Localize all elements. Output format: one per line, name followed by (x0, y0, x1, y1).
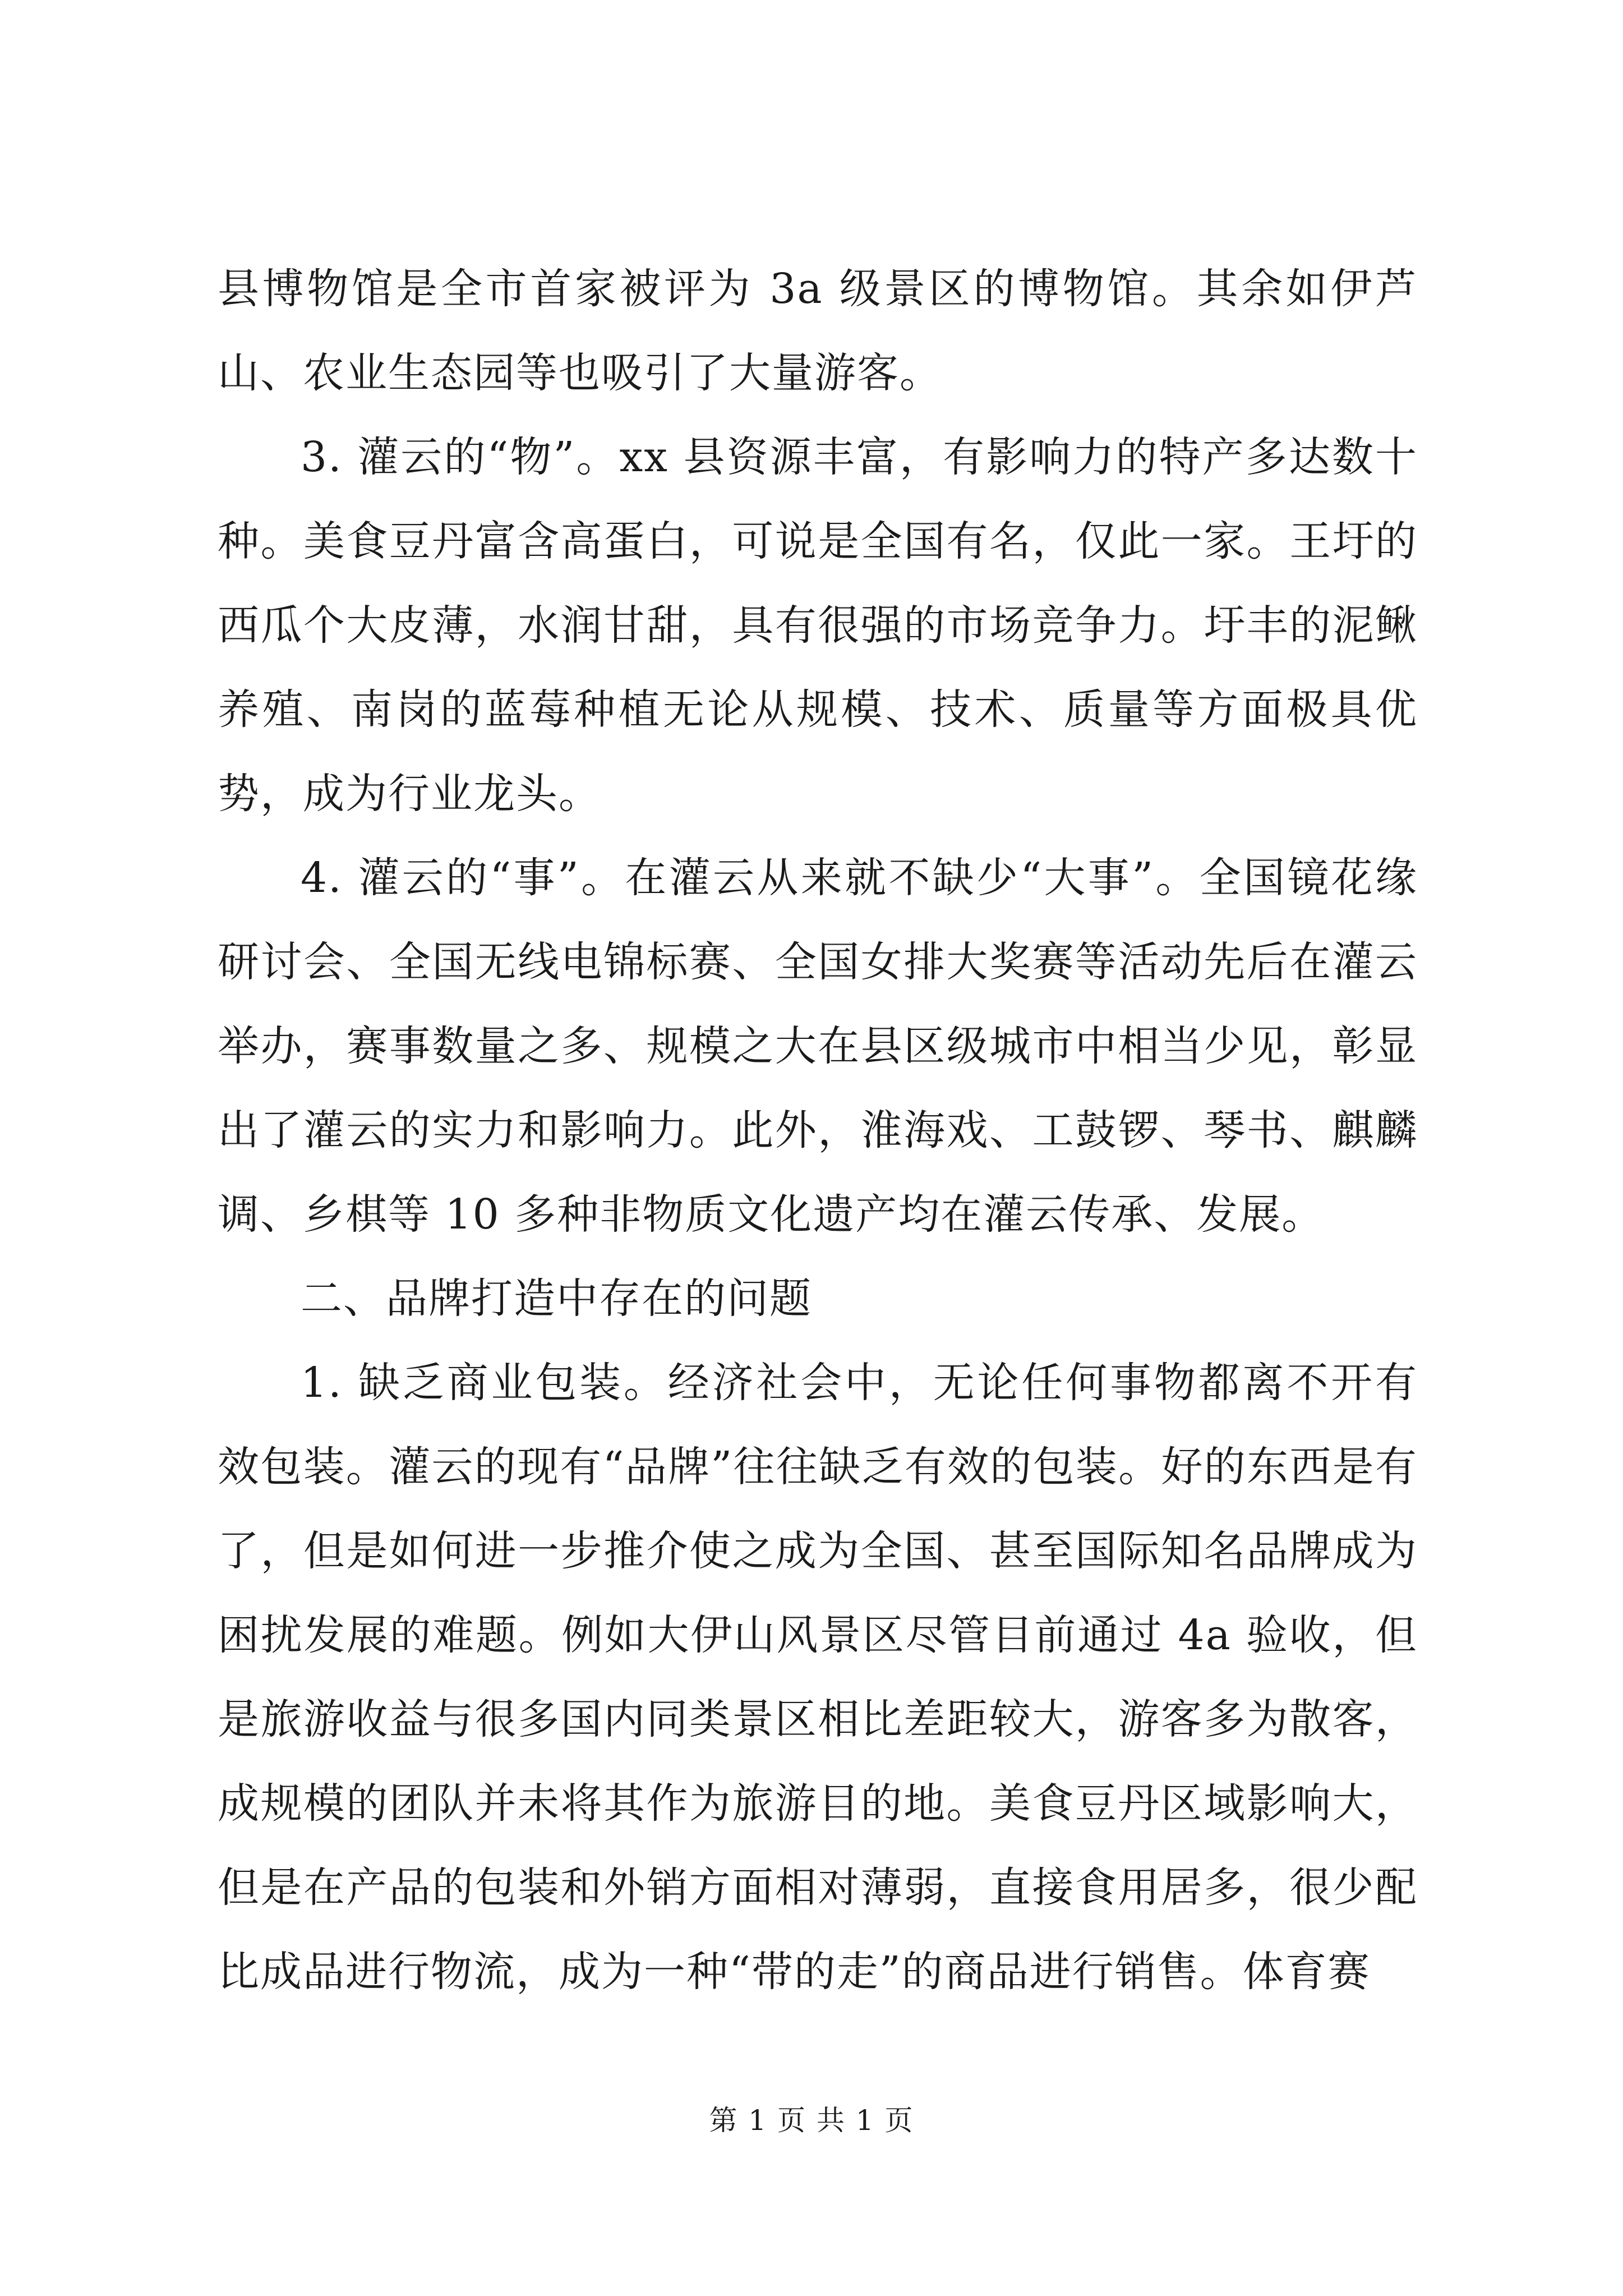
section-heading-brand-problems: 二、品牌打造中存在的问题 (301, 1274, 812, 1323)
paragraph-guanyun-products: 3. 灌云的“物”。xx 县资源丰富，有影响力的特产多达数十种。美食豆丹富含高蛋白，可说是全国有名，仅此一家。王圩的西瓜个大皮薄，水润甘甜，具有很强的市场竞争力。圩丰的泥鳅养殖、南岗的蓝莓种植无论从规模、技术、质量等方面极具优势，成为行业龙头。 (218, 433, 1418, 818)
paragraph-guanyun-events: 4. 灌云的“事”。在灌云从来就不缺少“大事”。全国镜花缘研讨会、全国无线电锦标赛、全国女排大奖赛等活动先后在灌云举办，赛事数量之多、规模之大在县区级城市中相当少见，彰显出了灌云的实力和影响力。此外，淮海戏、工鼓锣、琴书、麒麟调、乡棋等 10 多种非物质文化遗产均在灌云传承、发展。 (218, 854, 1418, 1239)
paragraph-museum-continuation: 县博物馆是全市首家被评为 3a 级景区的博物馆。其余如伊芦山、农业生态园等也吸引了大量游客。 (218, 265, 1418, 397)
page-number-footer: 第 1 页 共 1 页 (709, 2104, 914, 2137)
document-body (218, 247, 1418, 2014)
paragraph-lack-commercial-packaging: 1. 缺乏商业包装。经济社会中，无论任何事物都离不开有效包装。灌云的现有“品牌”往往缺乏有效的包装。好的东西是有了，但是如何进一步推介使之成为全国、甚至国际知名品牌成为困扰发展的难题。例如大伊山风景区尽管目前通过 4a 验收，但是旅游收益与很多国内同类景区相比差距较大，游客多为散客，成规模的团队并未将其作为旅游目的地。美食豆丹区域影响大，但是在产品的包装和外销方面相对薄弱，直接食用居多，很少配比成品进行物流，成为一种“带的走”的商品进行销售。体育赛 (218, 1359, 1418, 1996)
